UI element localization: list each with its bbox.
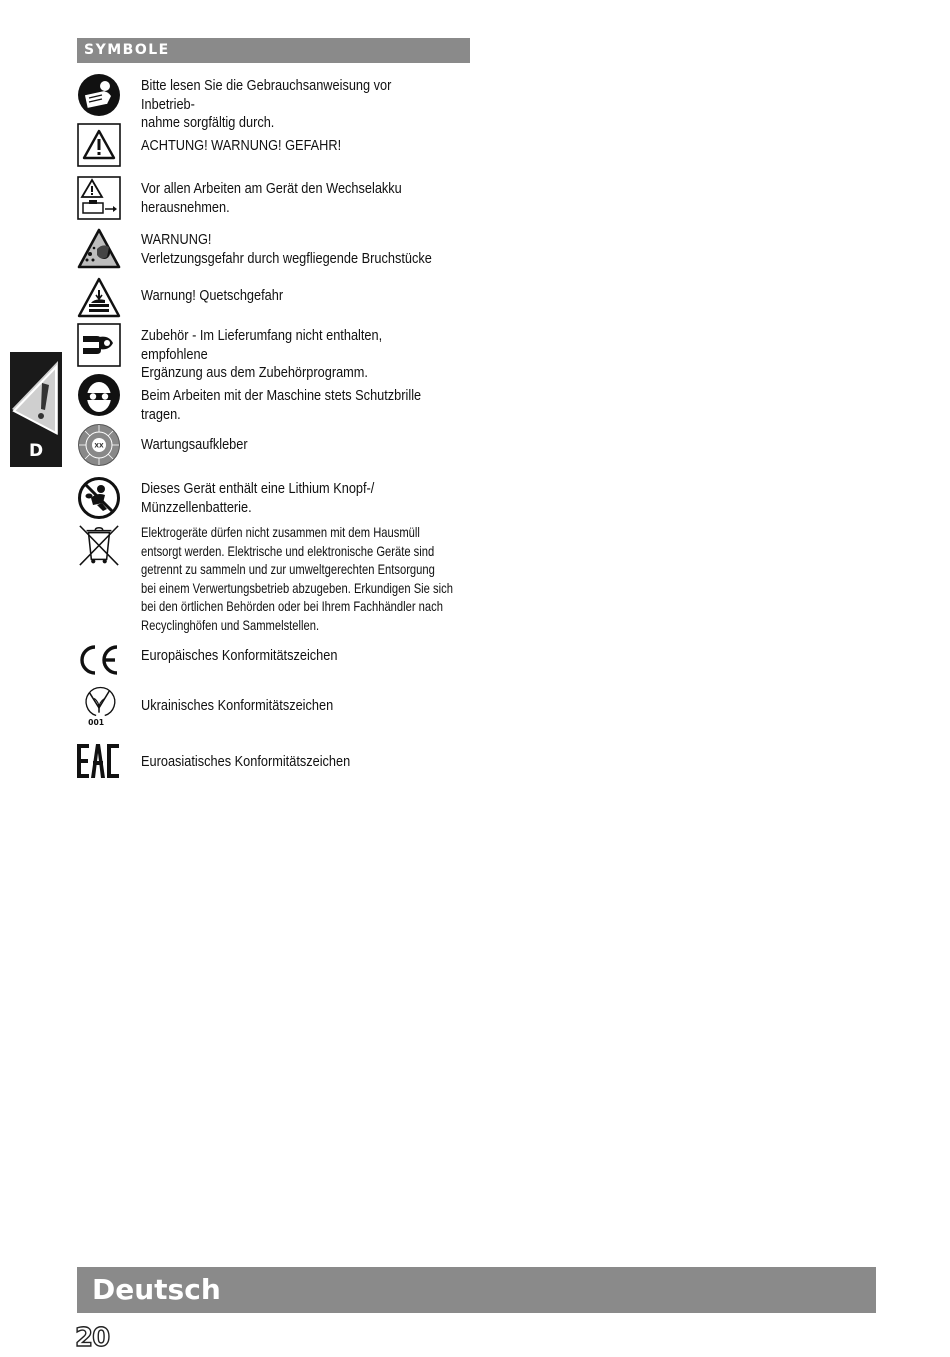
symbol-text: Euroasiatisches Konformitätszeichen <box>141 754 351 770</box>
symbol-text: Warnung! Quetschgefahr <box>141 288 284 304</box>
symbol-text: ACHTUNG! WARNUNG! GEFAHR! <box>141 138 342 154</box>
flying-debris-icon <box>77 227 121 271</box>
maintenance-sticker-icon <box>77 423 121 467</box>
symbol-text: Vor allen Arbeiten am Gerät den Wechselakku herausnehmen. <box>141 181 402 216</box>
crossed-bin-icon <box>77 523 121 567</box>
page-number: 20 <box>75 1323 110 1353</box>
safety-goggles-icon <box>77 373 121 417</box>
footer-language-title: Deutsch <box>92 1273 221 1306</box>
ce-mark-icon <box>77 638 121 682</box>
ukrainian-mark-code: 001 <box>88 718 105 727</box>
svg-text:XX: XX <box>94 442 104 450</box>
symbol-text: Ukrainisches Konformitätszeichen <box>141 698 334 714</box>
button-cell-battery-icon <box>77 476 121 520</box>
read-manual-icon <box>77 73 121 117</box>
symbol-text: Europäisches Konformitätszeichen <box>141 648 338 664</box>
remove-battery-icon <box>77 176 121 220</box>
ukrainian-mark-icon <box>77 683 121 727</box>
accessory-icon <box>77 323 121 367</box>
symbol-text: Beim Arbeiten mit der Maschine stets Schutzbrille tragen. <box>141 388 422 423</box>
footer-language-bar <box>77 1267 876 1313</box>
symbol-text: WARNUNG! Verletzungsgefahr durch wegfliegende Bruchstücke <box>141 232 432 267</box>
symbol-text: Wartungsaufkleber <box>141 437 248 453</box>
crush-hazard-icon <box>77 276 121 320</box>
symbol-text: Zubehör - Im Lieferumfang nicht enthalten, empfohlene Ergänzung aus dem Zubehörprogramm. <box>141 328 383 381</box>
warning-tab-icon <box>12 355 60 435</box>
symbol-text: Elektrogeräte dürfen nicht zusammen mit dem Hausmüll entsorgt werden. Elektrische und elektronische Geräte sind getrennt zu sammeln und zur umweltgerechten Entsorgung bei einem Verwertungsbetrieb abzugeben. Erkundigen Sie sich bei den örtlichen Behörden oder bei Ihrem Fachhändler nach Recyclinghöfen und Sammelstellen. <box>141 524 453 633</box>
language-side-tab <box>10 352 62 467</box>
symbol-text: Bitte lesen Sie die Gebrauchsanweisung vor Inbetrieb- nahme sorgfältig durch. <box>141 78 392 131</box>
language-code: D <box>28 441 44 461</box>
eac-mark-icon <box>77 739 121 783</box>
section-header-symbole: SYMBOLE <box>77 38 470 63</box>
symbol-text: Dieses Gerät enthält eine Lithium Knopf-/ Münzzellenbatterie. <box>141 481 375 516</box>
warning-triangle-icon <box>77 123 121 167</box>
